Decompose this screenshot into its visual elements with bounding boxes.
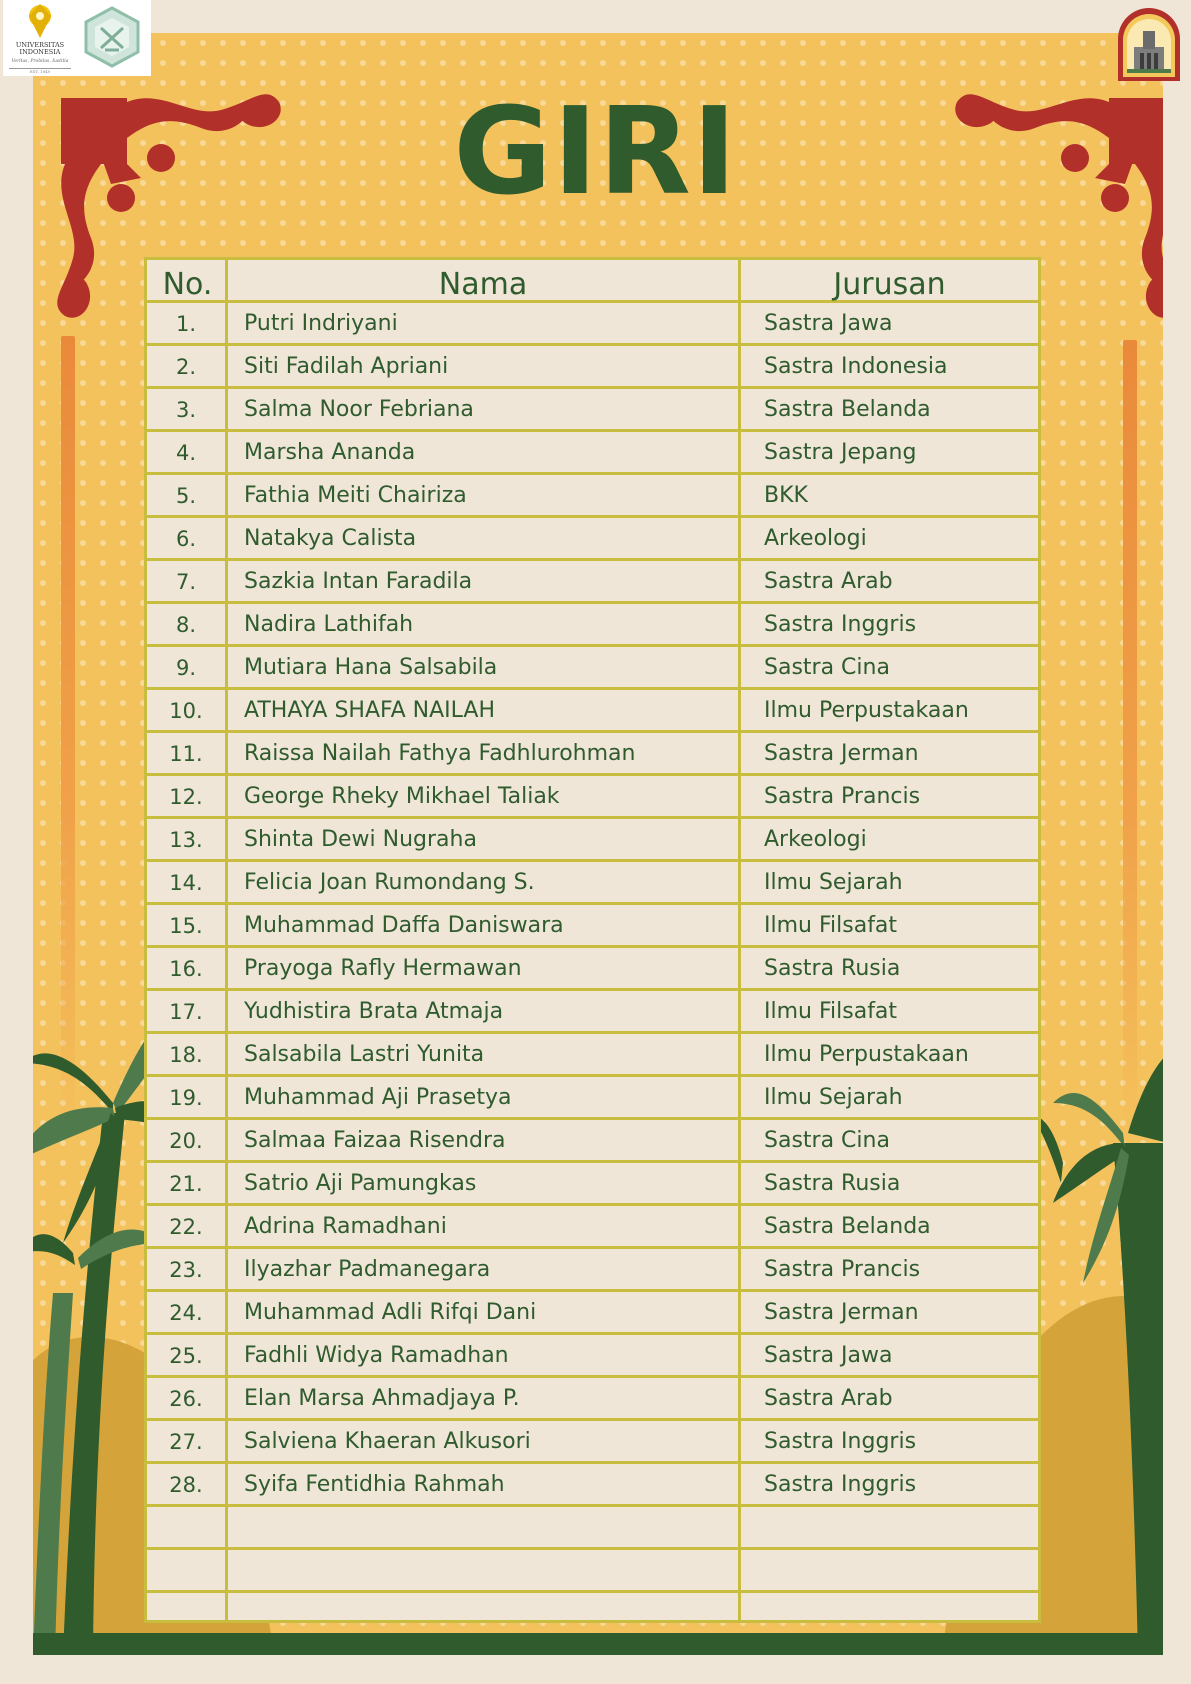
university-year: EST. 1849 [9, 68, 71, 74]
row-name: Siti Fadilah Apriani [244, 354, 449, 379]
table-row [147, 432, 1038, 475]
row-number: 13. [169, 828, 203, 852]
table-row [147, 561, 1038, 604]
row-department: Sastra Jerman [764, 741, 919, 766]
table-row [147, 303, 1038, 346]
row-number: 4. [175, 441, 197, 465]
grass-strip [33, 1633, 1163, 1655]
page-title: GIRI [453, 83, 738, 222]
university-name: UNIVERSITAS INDONESIA [15, 41, 65, 56]
table-row [147, 776, 1038, 819]
table-row [147, 604, 1038, 647]
row-number: 1. [175, 312, 197, 336]
row-name: Fathia Meiti Chairiza [244, 483, 467, 508]
table-row [147, 991, 1038, 1034]
table-row [147, 905, 1038, 948]
row-number: 24. [169, 1301, 203, 1325]
row-department: Sastra Jerman [764, 1300, 919, 1325]
row-number: 2. [175, 355, 197, 379]
row-number: 17. [169, 1000, 203, 1024]
row-department: Sastra Inggris [764, 612, 917, 637]
table-row [147, 1077, 1038, 1120]
row-number: 20. [169, 1129, 203, 1153]
row-department: Sastra Arab [764, 1386, 893, 1411]
row-number: 27. [169, 1430, 203, 1454]
row-name: Marsha Ananda [244, 440, 416, 465]
table-row [147, 1421, 1038, 1464]
row-department: Ilmu Perpustakaan [764, 1042, 969, 1067]
pillar-right [1123, 340, 1137, 1140]
row-department: Sastra Prancis [764, 1257, 921, 1282]
table-row [147, 1163, 1038, 1206]
row-department: Sastra Rusia [764, 1171, 901, 1196]
row-department: Arkeologi [764, 827, 867, 852]
table-row [147, 1034, 1038, 1077]
row-department: Sastra Inggris [764, 1472, 917, 1497]
row-department: Sastra Rusia [764, 956, 901, 981]
row-department: Sastra Indonesia [764, 354, 948, 379]
table-row-empty [147, 1593, 1038, 1636]
row-name: Satrio Aji Pamungkas [244, 1171, 477, 1196]
row-name: Fadhli Widya Ramadhan [244, 1343, 509, 1368]
row-number: 6. [175, 527, 197, 551]
table-row [147, 1292, 1038, 1335]
row-name: Salmaa Faizaa Risendra [244, 1128, 506, 1153]
row-department: Sastra Belanda [764, 1214, 931, 1239]
row-name: Ilyazhar Padmanegara [244, 1257, 491, 1282]
makara-icon [25, 2, 55, 40]
faculty-building-logo-icon [1114, 5, 1184, 83]
row-name: Putri Indriyani [244, 311, 398, 336]
row-department: Sastra Jawa [764, 311, 893, 336]
row-name: Adrina Ramadhani [244, 1214, 447, 1239]
row-name: Nadira Lathifah [244, 612, 414, 637]
table-row [147, 1464, 1038, 1507]
row-department: Arkeologi [764, 526, 867, 551]
row-name: Syifa Fentidhia Rahmah [244, 1472, 505, 1497]
table-header-row [147, 260, 1038, 303]
row-name: Yudhistira Brata Atmaja [244, 999, 504, 1024]
row-number: 14. [169, 871, 203, 895]
row-name: Salsabila Lastri Yunita [244, 1042, 485, 1067]
row-department: Sastra Jepang [764, 440, 917, 465]
row-department: Ilmu Filsafat [764, 999, 898, 1024]
table-row [147, 690, 1038, 733]
row-name: Muhammad Adli Rifqi Dani [244, 1300, 537, 1325]
row-department: Sastra Cina [764, 1128, 890, 1153]
table-row [147, 1249, 1038, 1292]
row-department: Sastra Belanda [764, 397, 931, 422]
row-number: 22. [169, 1215, 203, 1239]
row-name: Elan Marsa Ahmadjaya P. [244, 1386, 520, 1411]
row-number: 5. [175, 484, 197, 508]
row-name: Raissa Nailah Fathya Fadhlurohman [244, 741, 636, 766]
row-number: 3. [175, 398, 197, 422]
row-number: 19. [169, 1086, 203, 1110]
table-row [147, 1378, 1038, 1421]
row-number: 21. [169, 1172, 203, 1196]
row-department: Sastra Inggris [764, 1429, 917, 1454]
row-name: ATHAYA SHAFA NAILAH [244, 698, 496, 723]
row-name: Prayoga Rafly Hermawan [244, 956, 522, 981]
header-department: Jurusan [833, 267, 946, 302]
row-name: Mutiara Hana Salsabila [244, 655, 498, 680]
row-number: 12. [169, 785, 203, 809]
row-department: Sastra Jawa [764, 1343, 893, 1368]
row-name: Salviena Khaeran Alkusori [244, 1429, 531, 1454]
table-row [147, 1206, 1038, 1249]
row-department: Sastra Prancis [764, 784, 921, 809]
table-row-empty [147, 1507, 1038, 1550]
table-row-empty [147, 1550, 1038, 1593]
table-row [147, 862, 1038, 905]
row-name: Salma Noor Febriana [244, 397, 474, 422]
row-name: Shinta Dewi Nugraha [244, 827, 477, 852]
row-number: 28. [169, 1473, 203, 1497]
table-row [147, 346, 1038, 389]
row-department: Sastra Cina [764, 655, 890, 680]
row-number: 25. [169, 1344, 203, 1368]
row-number: 8. [175, 613, 197, 637]
row-number: 9. [175, 656, 197, 680]
row-department: Ilmu Sejarah [764, 1085, 903, 1110]
row-number: 18. [169, 1043, 203, 1067]
table-row [147, 518, 1038, 561]
row-name: Natakya Calista [244, 526, 417, 551]
university-logo [9, 0, 71, 76]
header-name: Nama [438, 267, 528, 302]
row-name: Sazkia Intan Faradila [244, 569, 473, 594]
row-number: 10. [169, 699, 203, 723]
table-row [147, 948, 1038, 991]
table-row [147, 647, 1038, 690]
row-number: 23. [169, 1258, 203, 1282]
row-number: 26. [169, 1387, 203, 1411]
row-department: Sastra Arab [764, 569, 893, 594]
row-number: 7. [175, 570, 197, 594]
faculty-emblem-icon [81, 6, 143, 68]
table-row [147, 1120, 1038, 1163]
university-motto: Veritas, Probitas, Iustitia [11, 59, 69, 64]
row-name: Muhammad Daffa Daniswara [244, 913, 564, 938]
table-row [147, 819, 1038, 862]
row-department: Ilmu Filsafat [764, 913, 898, 938]
row-department: Ilmu Sejarah [764, 870, 903, 895]
table-row [147, 389, 1038, 432]
participants-table [144, 257, 1041, 1623]
palm-tree-right-icon [1033, 1023, 1163, 1655]
table-row [147, 733, 1038, 776]
row-name: George Rheky Mikhael Taliak [244, 784, 560, 809]
row-department: Ilmu Perpustakaan [764, 698, 969, 723]
row-number: 16. [169, 957, 203, 981]
row-number: 11. [169, 742, 203, 766]
row-number: 15. [169, 914, 203, 938]
logo-box [3, 0, 151, 76]
row-department: BKK [764, 483, 808, 508]
row-name: Felicia Joan Rumondang S. [244, 870, 535, 895]
table-row [147, 1335, 1038, 1378]
table-row [147, 475, 1038, 518]
row-name: Muhammad Aji Prasetya [244, 1085, 512, 1110]
header-no: No. [162, 267, 213, 302]
